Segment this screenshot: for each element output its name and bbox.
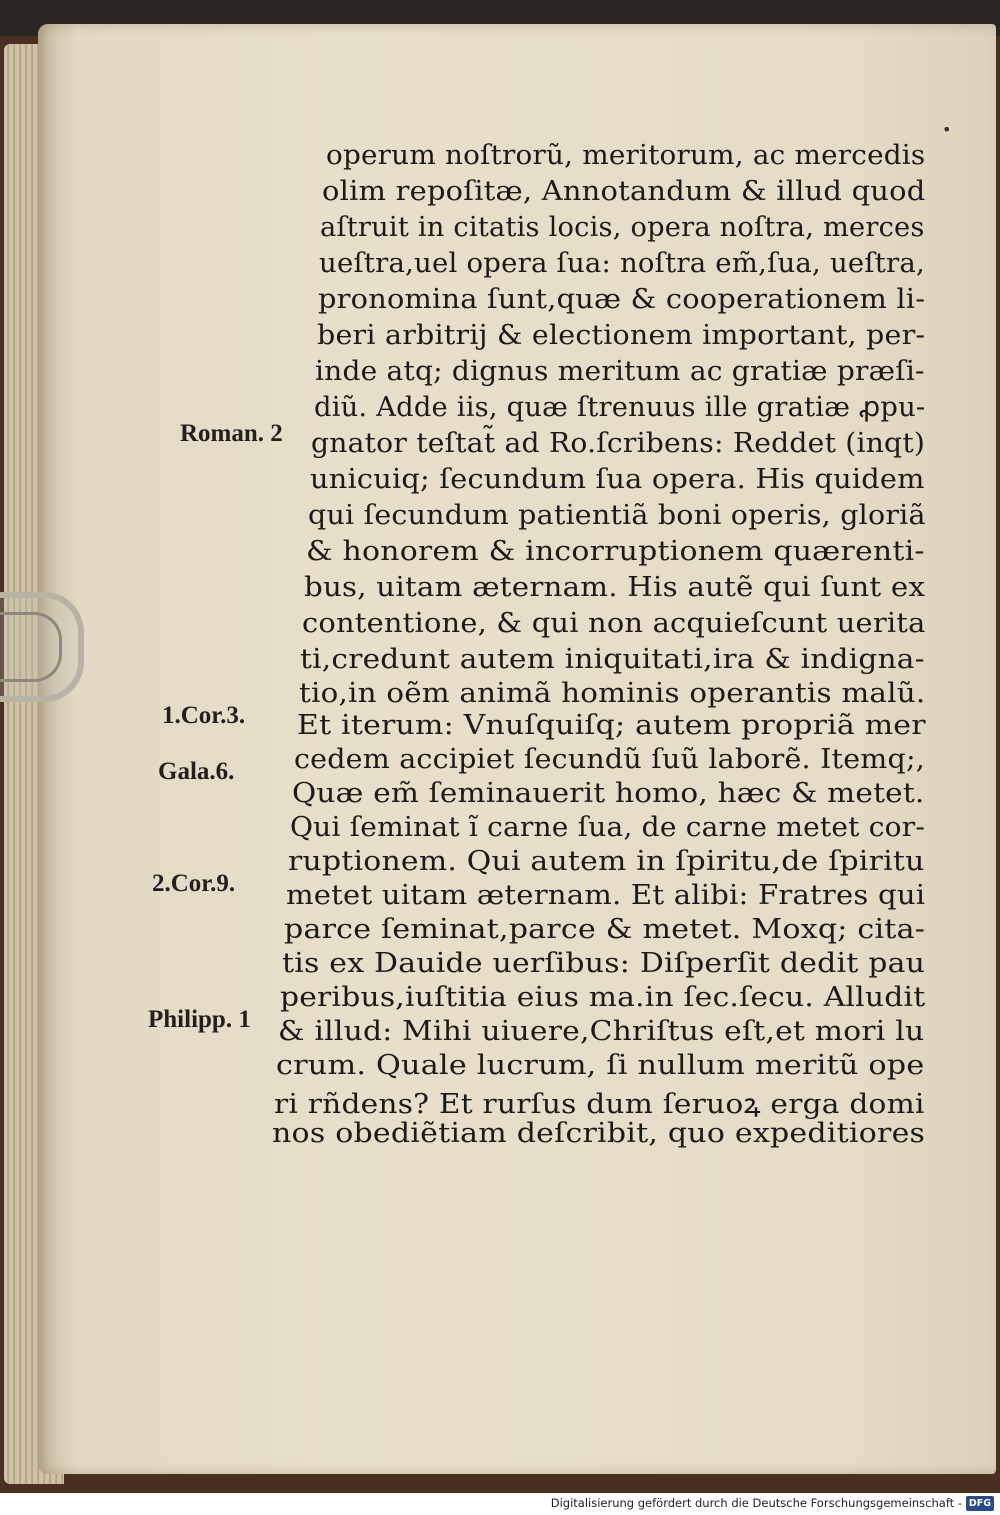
text-line: Qui ſeminat ĩ carne ſua, de carne metet cor-: [290, 812, 926, 843]
text-line: ri rñdens? Et rurſus dum ſeruoꝝ erga domi: [274, 1089, 925, 1120]
funding-credit: Digitalisierung gefördert durch die Deutsche Forschungsgemeinschaft -: [550, 1496, 962, 1510]
text-line: crum. Quale lucrum, ſi nullum meritũ ope: [276, 1050, 925, 1081]
text-line: cedem accipiet ſecundũ ſuũ laborẽ. Itemq;,: [294, 744, 926, 775]
text-line: contentione, & qui non acquieſcunt uerita: [302, 608, 926, 639]
text-line: nos obediẽtiam deſcribit, quo expeditiores: [272, 1118, 926, 1149]
text-line: aſtruit in citatis locis, opera noſtra, merces: [320, 212, 925, 243]
marginal-note: Roman. 2: [180, 420, 283, 447]
marginal-note: 2.Cor.9.: [152, 870, 236, 897]
marginal-note: Philipp. 1: [148, 1006, 251, 1033]
text-line: peribus,iuſtitia eius ma.in ſec.ſecu. Alludit: [280, 982, 926, 1013]
text-line: tis ex Dauide uerſibus: Diſperſit dedit pau: [282, 948, 926, 979]
text-line: gnator teſtat̃ ad Ro.ſcribens: Reddet (inqt): [311, 428, 926, 459]
text-line: parce ſeminat,parce & metet. Moxq; cita-: [284, 914, 926, 945]
text-line: Quæ em̃ ſeminauerit homo, hæc & metet.: [292, 778, 925, 809]
text-line: unicuiq; ſecundum ſua opera. His quidem: [310, 464, 925, 495]
corner-mark: •: [942, 120, 952, 139]
text-line: inde atq; dignus meritum ac gratiæ præſi-: [315, 356, 925, 387]
text-line: olim repoſitæ, Annotandum & illud quod: [322, 176, 926, 207]
marginal-note: Gala.6.: [158, 758, 235, 785]
text-line: ruptionem. Qui autem in ſpiritu,de ſpiritu: [288, 846, 925, 877]
dfg-logo-icon[interactable]: DFG: [966, 1496, 994, 1511]
text-line: & honorem & incorruptionem quærenti-: [306, 536, 925, 567]
text-line: beri arbitrij & electionem important, per-: [317, 320, 926, 351]
text-line: operum noſtrorũ, meritorum, ac mercedis: [326, 140, 926, 171]
text-line: diũ. Adde iis, quæ ſtrenuus ille gratiæ ꝓpu-: [314, 392, 926, 423]
text-line: pronomina ſunt,quæ & cooperationem li-: [318, 284, 926, 315]
text-line: & illud: Mihi uiuere,Chriſtus eſt,et mori lu: [278, 1016, 925, 1047]
text-line: ti,credunt autem iniquitati,ira & indigna-: [300, 644, 925, 675]
binder-clip-inner: [0, 612, 62, 682]
text-line: metet uitam æternam. Et alibi: Fratres qui: [286, 880, 926, 911]
marginal-note: 1.Cor.3.: [162, 702, 246, 729]
text-line: qui ſecundum patientiã boni operis, gloriã: [308, 500, 926, 531]
text-line: bus, uitam æternam. His autẽ qui ſunt ex: [304, 572, 926, 603]
text-line: ueſtra,uel opera ſua: noſtra em̃,ſua, ueſtra,: [319, 248, 926, 279]
text-line: Et iterum: Vnuſquiſq; autem propriã mer: [297, 710, 926, 741]
text-line: tio,in oẽm animã hominis operantis malũ.: [299, 678, 926, 709]
footer-bar: [0, 1493, 1000, 1515]
